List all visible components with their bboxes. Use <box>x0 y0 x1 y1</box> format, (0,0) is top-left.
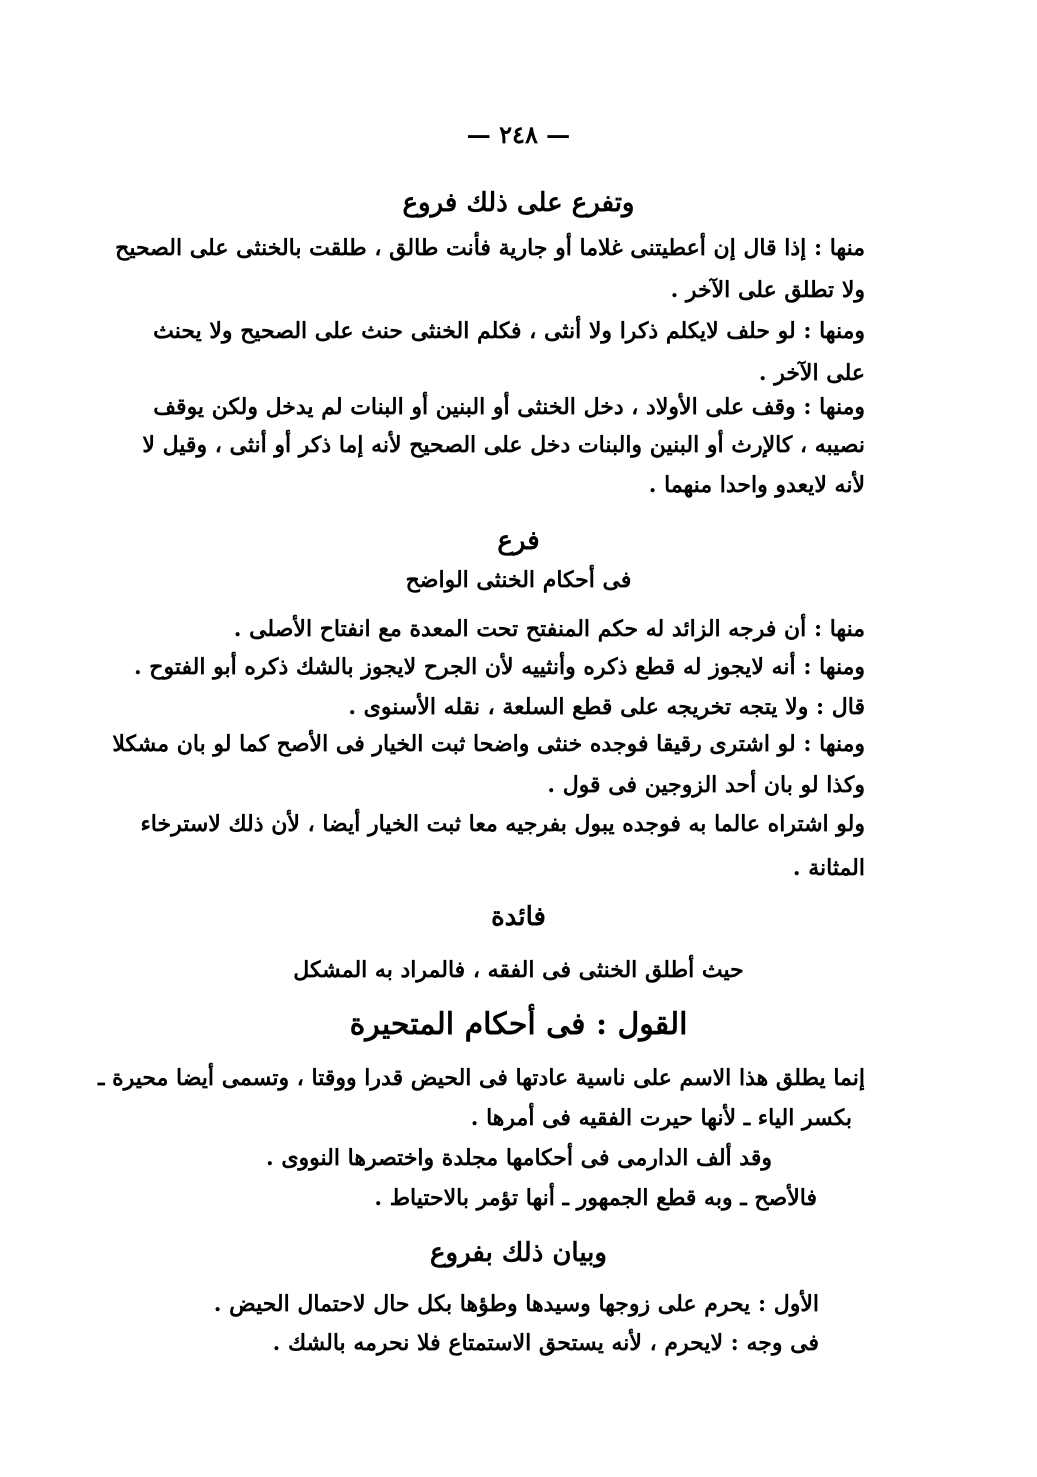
paragraph-line: المثانة . <box>792 855 865 881</box>
paragraph-line: قال : ولا يتجه تخريجه على قطع السلعة ، نقله الأسنوى . <box>348 694 865 720</box>
paragraph-line: إنما يطلق هذا الاسم على ناسية عادتها فى الحيض قدرا ووقتا ، وتسمى أيضا محيرة ـ <box>97 1065 865 1091</box>
paragraph-line: ومنها : لو اشترى رقيقا فوجده خنثى واضحا ثبت الخيار فى الأصح كما لو بان مشكلا <box>112 731 865 757</box>
section-heading: فرع <box>497 526 540 556</box>
section-heading: فائدة <box>491 902 546 932</box>
paragraph-line: بكسر الياء ـ لأنها حيرت الفقيه فى أمرها . <box>470 1105 852 1131</box>
paragraph-line: ومنها : لو حلف لايكلم ذكرا ولا أنثى ، فكلم الخنثى حنث على الصحيح ولا يحنث <box>153 318 865 344</box>
paragraph-line: الأول : يحرم على زوجها وسيدها وطؤها بكل حال لاحتمال الحيض . <box>213 1291 819 1317</box>
section-heading: وبيان ذلك بفروع <box>430 1238 607 1268</box>
paragraph-line: فى وجه : لايحرم ، لأنه يستحق الاستمتاع فلا نحرمه بالشك . <box>272 1330 819 1356</box>
paragraph-line: على الآخر . <box>758 360 865 386</box>
paragraph-line: ولو اشتراه عالما به فوجده يبول بفرجيه معا ثبت الخيار أيضا ، لأن ذلك لاسترخاء <box>140 811 865 837</box>
paragraph-line: ومنها : وقف على الأولاد ، دخل الخنثى أو البنين أو البنات لم يدخل ولكن يوقف <box>153 394 865 420</box>
paragraph-line: وكذا لو بان أحد الزوجين فى قول . <box>547 772 865 798</box>
paragraph-line: فالأصح ـ وبه قطع الجمهور ـ أنها تؤمر بالاحتياط . <box>374 1185 817 1211</box>
section-heading: وتفرع على ذلك فروع <box>402 188 635 218</box>
paragraph-line: نصيبه ، كالإرث أو البنين والبنات دخل على الصحيح لأنه إما ذكر أو أنثى ، وقيل لا <box>142 432 865 458</box>
paragraph-line: حيث أطلق الخنثى فى الفقه ، فالمراد به المشكل <box>293 957 744 983</box>
section-heading: القول : فى أحكام المتحيرة <box>349 1007 688 1042</box>
page-number: — ٢٤٨ — <box>466 120 571 149</box>
paragraph-line: لأنه لايعدو واحدا منهما . <box>648 472 865 498</box>
paragraph-line: ولا تطلق على الآخر . <box>670 277 865 303</box>
paragraph-line: منها : إذا قال إن أعطيتنى غلاما أو جارية فأنت طالق ، طلقت بالخنثى على الصحيح <box>115 235 865 261</box>
paragraph-line: وقد ألف الدارمى فى أحكامها مجلدة واختصرها النووى . <box>266 1145 772 1171</box>
paragraph-line: ومنها : أنه لايجوز له قطع ذكره وأنثييه لأن الجرح لايجوز بالشك ذكره أبو الفتوح . <box>133 654 865 680</box>
section-subheading: فى أحكام الخنثى الواضح <box>405 567 632 593</box>
paragraph-line: منها : أن فرجه الزائد له حكم المنفتح تحت المعدة مع انفتاح الأصلى . <box>233 616 865 642</box>
